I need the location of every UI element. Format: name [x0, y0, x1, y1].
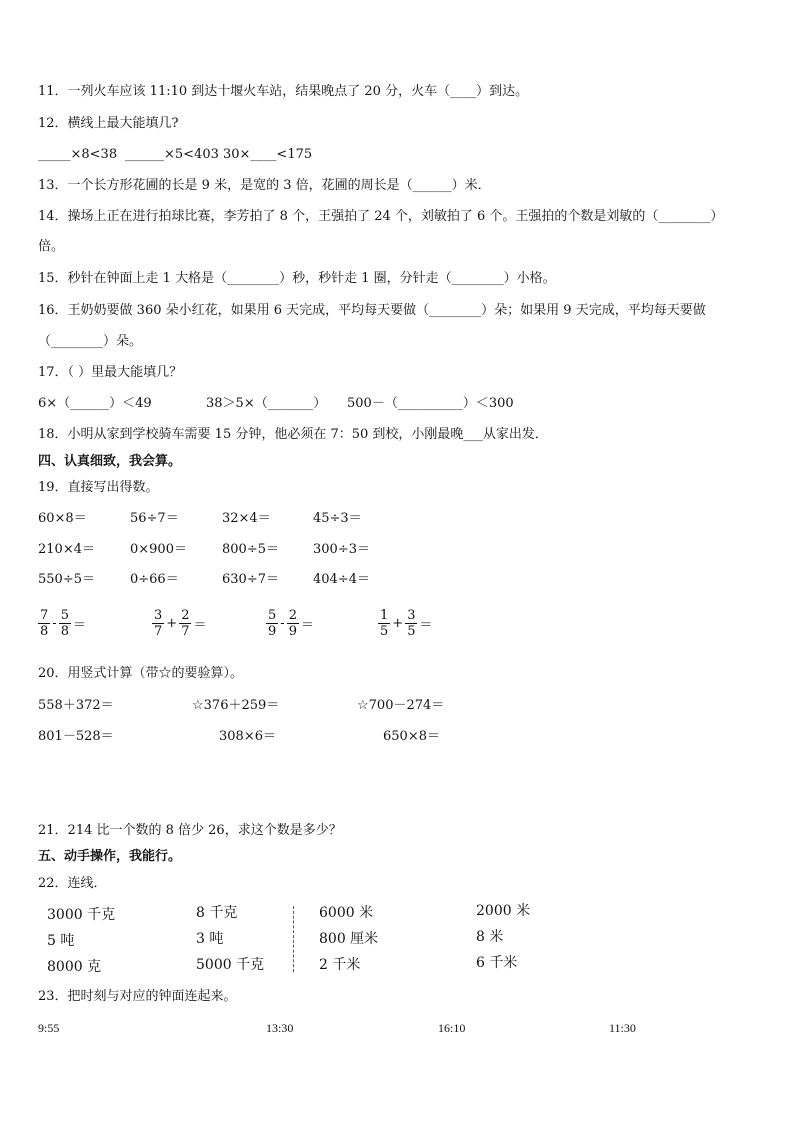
numerator: 3 — [407, 608, 416, 623]
numerator: 1 — [380, 608, 389, 623]
equals-sign: ＝ — [300, 618, 314, 633]
denominator: 7 — [154, 624, 163, 639]
match-right-a: 6000 米 — [319, 905, 374, 921]
numerator: 3 — [154, 608, 163, 623]
match-right-a: 800 厘米 — [319, 931, 379, 947]
calc-item: 60×8＝ — [38, 511, 87, 526]
operator: + — [166, 616, 178, 631]
calc-item: 0÷66＝ — [130, 572, 179, 587]
question-13: 13．一个长方形花圃的长是 9 米，是宽的 3 倍，花圃的周长是（______）米． — [38, 178, 491, 193]
section-5-heading: 五、动手操作，我能行。 — [38, 849, 182, 864]
fraction — [59, 608, 71, 639]
match-left-a: 5 吨 — [47, 933, 75, 949]
denominator: 8 — [60, 624, 69, 639]
question-21: 21．214 比一个数的 8 倍少 26，求这个数是多少？ — [38, 823, 342, 838]
question-11: 11．一列火车应该 11:10 到达十堰火车站，结果晚点了 20 分，火车（____）到达。 — [38, 84, 529, 99]
match-left-b: 3 吨 — [196, 931, 224, 947]
calc-item: 630÷7＝ — [222, 572, 279, 587]
match-right-b: 6 千米 — [476, 955, 518, 971]
equals-sign: ＝ — [419, 618, 433, 633]
question-16-line2: （________）朵。 — [38, 334, 143, 349]
clock-time-label: 11:30 — [609, 1021, 636, 1035]
match-left-b: 5000 千克 — [196, 957, 265, 973]
q17-item-c: 500－（__________）＜300 — [347, 396, 514, 411]
question-14-line2: 倍。 — [38, 239, 65, 254]
q17-item-b: 38＞5×（_______） — [206, 396, 327, 411]
calc-item: 550÷5＝ — [38, 572, 95, 587]
fraction — [152, 608, 164, 639]
q12-item-c: 30×____<175 — [223, 147, 313, 162]
calc-item: 404÷4＝ — [313, 572, 370, 587]
fraction — [38, 608, 50, 639]
equals-sign: ＝ — [72, 618, 86, 633]
calc-item: 300÷3＝ — [313, 542, 370, 557]
denominator: 9 — [268, 624, 277, 639]
question-20: 20．用竖式计算（带☆的要验算）。 — [38, 666, 244, 681]
calc-item: 800÷5＝ — [222, 542, 279, 557]
calc-item: 0×900＝ — [130, 542, 187, 557]
denominator: 9 — [288, 624, 297, 639]
question-22: 22．连线． — [38, 876, 107, 891]
calc-item: 32×4＝ — [222, 511, 271, 526]
fraction — [179, 608, 191, 639]
denominator: 8 — [40, 624, 49, 639]
match-left-a: 3000 千克 — [47, 907, 116, 923]
clock-time-label: 16:10 — [438, 1021, 466, 1035]
fraction — [378, 608, 390, 639]
vertical-calc-item: 558＋372＝ — [38, 698, 114, 713]
calc-item: 210×4＝ — [38, 542, 95, 557]
section-4-heading: 四、认真细致，我会算。 — [38, 454, 182, 469]
match-right-b: 2000 米 — [476, 903, 531, 919]
fraction-expression — [378, 608, 434, 639]
operator: - — [52, 616, 57, 631]
question-18: 18．小明从家到学校骑车需要 15 分钟，他必须在 7：50 到校，小刚最晚___从家出发． — [38, 427, 548, 442]
question-17: 17．（ ）里最大能填几？ — [38, 365, 183, 380]
denominator: 5 — [380, 624, 389, 639]
match-right-a: 2 千米 — [319, 957, 361, 973]
question-16-line1: 16．王奶奶要做 360 朵小红花，如果用 6 天完成，平均每天要做（________）朵；如果用 9 天完成，平均每天要做 — [38, 303, 706, 318]
operator: - — [280, 616, 285, 631]
numerator: 2 — [288, 608, 297, 623]
matching-divider — [293, 906, 294, 972]
fraction — [266, 608, 278, 639]
question-15: 15．秒针在钟面上走 1 大格是（________）秒，秒针走 1 圈，分针走（________）小格。 — [38, 271, 556, 286]
clock-time-label: 9:55 — [38, 1021, 60, 1035]
numerator: 7 — [40, 608, 49, 623]
fraction-expression — [38, 608, 88, 639]
calc-item: 45÷3＝ — [313, 511, 362, 526]
numerator: 5 — [268, 608, 277, 623]
match-left-a: 8000 克 — [47, 959, 102, 975]
question-19: 19．直接写出得数。 — [38, 480, 159, 495]
operator: + — [392, 616, 404, 631]
match-left-b: 8 千克 — [196, 905, 238, 921]
clock-time-label: 13:30 — [266, 1021, 294, 1035]
vertical-calc-item: 308×6＝ — [219, 729, 276, 744]
question-23: 23．把时刻与对应的钟面连起来。 — [38, 989, 237, 1004]
question-12: 12．横线上最大能填几? — [38, 116, 179, 131]
match-right-b: 8 米 — [476, 929, 504, 945]
q12-item-a: _____×8<38 — [38, 147, 118, 162]
vertical-calc-item: 650×8＝ — [383, 729, 440, 744]
numerator: 5 — [60, 608, 69, 623]
fraction — [405, 608, 417, 639]
q17-item-a: 6×（______）＜49 — [38, 396, 152, 411]
question-14-line1: 14．操场上正在进行拍球比赛，李芳拍了 8 个，王强拍了 24 个，刘敏拍了 6 个。王强拍的个数是刘敏的（________） — [38, 209, 724, 224]
numerator: 2 — [181, 608, 190, 623]
vertical-calc-item: ☆700－274＝ — [357, 698, 445, 713]
denominator: 5 — [407, 624, 416, 639]
equals-sign: ＝ — [193, 618, 207, 633]
fraction-expression — [152, 608, 208, 639]
denominator: 7 — [181, 624, 190, 639]
q12-item-b: ______×5<403 — [125, 147, 219, 162]
fraction-expression — [266, 608, 316, 639]
fraction — [287, 608, 299, 639]
calc-item: 56÷7＝ — [130, 511, 179, 526]
vertical-calc-item: ☆376＋259＝ — [192, 698, 280, 713]
vertical-calc-item: 801－528＝ — [38, 729, 114, 744]
